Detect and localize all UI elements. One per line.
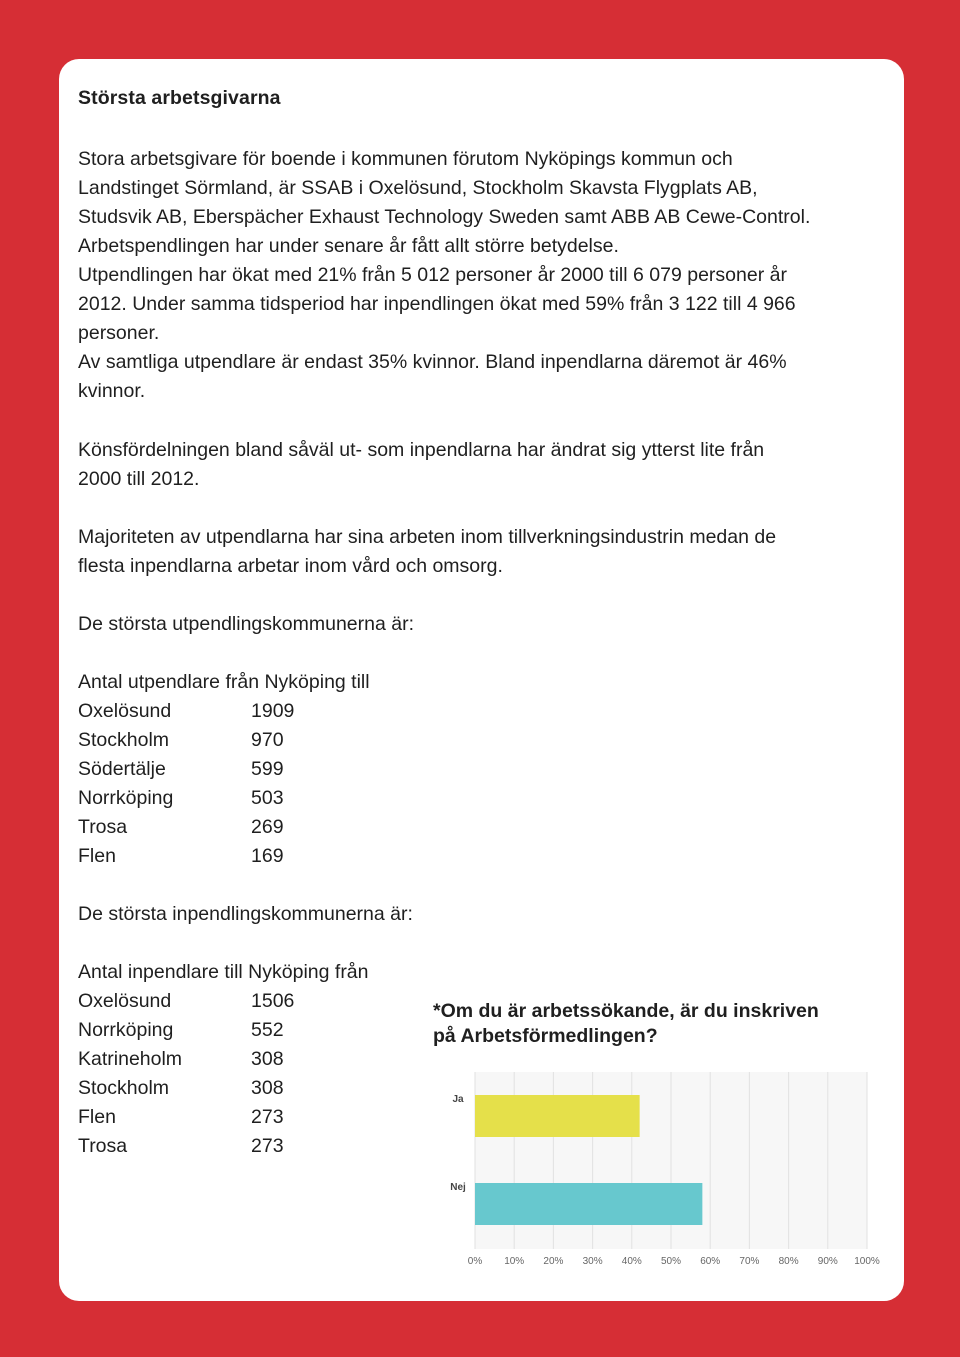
- row-value: 269: [251, 816, 284, 838]
- row-name: Oxelösund: [78, 700, 172, 722]
- row-name: Trosa: [78, 1135, 128, 1157]
- row-name: Norrköping: [78, 1019, 174, 1041]
- row-name: Södertälje: [78, 758, 166, 780]
- survey-chart: [423, 1064, 880, 1281]
- row-name: Katrineholm: [78, 1048, 183, 1070]
- row-value: 308: [251, 1077, 284, 1099]
- x-tick-label: 100%: [854, 1256, 880, 1267]
- text-line: personer.: [78, 322, 160, 344]
- survey-question: [433, 999, 873, 1049]
- paragraph-employers: [78, 145, 868, 406]
- category-label: Ja: [452, 1094, 464, 1105]
- paragraph-industries: [78, 523, 868, 581]
- text-line: Arbetspendlingen har under senare år fått allt större betydelse.: [78, 235, 619, 257]
- x-tick-label: 10%: [504, 1256, 525, 1267]
- paragraph-out-intro: [78, 610, 868, 639]
- row-value: 1506: [251, 990, 295, 1012]
- row-name: Flen: [78, 845, 116, 867]
- category-label: Nej: [450, 1182, 466, 1193]
- survey-bar-chart: [423, 1064, 880, 1276]
- row-value: 970: [251, 729, 284, 751]
- page-card: Största arbetsgivarna Stora arbetsgivare för boende i kommunen förutom Nyköpings kommun och Landstinget Sörmland, är SSAB i Oxelösund, Stockholm Skavsta Flygplats AB, Studsvik AB, Eberspächer Exhaust Technology Sweden samt ABB AB Cewe-Control. Arbetspendlingen har under senare år fått allt större betydelse. Utpendlingen har ökat med 21% från 5 012 personer år 2000 till 6 079 personer år 2012. Under samma tidsperiod har inpendlingen ökat med 59% från 3 122 till 4 966 personer. Av samtliga utpendlare är endast 35% kvinnor. Bland inpendlarna däremot är 46% kvinnor. Könsfördelningen bland såväl ut- som inpendlarna har ändrat sig ytterst lite från 2000 till 2012. Majoriteten av utpendlarna har sina arbeten inom tillverkningsindustrin medan de flesta inpendlarna arbetar inom vård och omsorg. De största utpendlingskommunerna är: Antal utpendlare från Nyköping till Oxelösund 1909 Stockholm 970 Södertälje 599 Norrköping 503 Trosa 269 Flen 169 De största inpendlingskommunerna är: Antal inpendlare till Nyköping från Oxelösund 1506 Norrköping 552 Katrineholm 308 Stockholm 308 Flen 273 Trosa 273 *Om du är arbetssökande, är du inskriven på Arbetsförmedlingen? 0% 10% 20% 30% 40% 50% 60% 70% 80% 90% 100% Ja Nej: [59, 59, 904, 1301]
- row-value: 1909: [251, 700, 295, 722]
- row-value: 169: [251, 845, 284, 867]
- text-line: Studsvik AB, Eberspächer Exhaust Technology Sweden samt ABB AB Cewe-Control.: [78, 206, 811, 228]
- x-tick-label: 90%: [817, 1256, 838, 1267]
- x-tick-label: 20%: [543, 1256, 564, 1267]
- text-line: Könsfördelningen bland såväl ut- som inpendlarna har ändrat sig ytterst lite från: [78, 439, 765, 461]
- text-line: De största utpendlingskommunerna är:: [78, 613, 415, 635]
- text-line: De största inpendlingskommunerna är:: [78, 903, 413, 925]
- text-line: *Om du är arbetssökande, är du inskriven: [433, 1000, 819, 1022]
- row-name: Stockholm: [78, 729, 170, 751]
- x-tick-label: 60%: [700, 1256, 721, 1267]
- text-line: 2000 till 2012.: [78, 468, 200, 490]
- row-name: Stockholm: [78, 1077, 170, 1099]
- x-tick-label: 70%: [739, 1256, 760, 1267]
- row-name: Flen: [78, 1106, 116, 1128]
- text-line: kvinnor.: [78, 380, 146, 402]
- row-name: Oxelösund: [78, 990, 172, 1012]
- paragraph-gender: [78, 436, 868, 494]
- row-name: Trosa: [78, 816, 128, 838]
- x-tick-label: 0%: [467, 1256, 483, 1267]
- row-value: 273: [251, 1106, 284, 1128]
- page-title: Största arbetsgivarna: [78, 87, 281, 109]
- row-value: 552: [251, 1019, 284, 1041]
- row-value: 503: [251, 787, 284, 809]
- text-line: Majoriteten av utpendlarna har sina arbeten inom tillverkningsindustrin medan de: [78, 526, 777, 548]
- x-tick-label: 30%: [582, 1256, 603, 1267]
- text-line: flesta inpendlarna arbetar inom vård och omsorg.: [78, 555, 503, 577]
- text-line: Landstinget Sörmland, är SSAB i Oxelösund, Stockholm Skavsta Flygplats AB,: [78, 177, 758, 199]
- x-tick-label: 50%: [660, 1256, 682, 1267]
- text-line: på Arbetsförmedlingen?: [433, 1025, 658, 1047]
- x-tick-label: 40%: [621, 1256, 642, 1267]
- row-name: Norrköping: [78, 787, 174, 809]
- text-line: Stora arbetsgivare för boende i kommunen förutom Nyköpings kommun och: [78, 148, 733, 170]
- x-tick-label: 80%: [778, 1256, 799, 1267]
- text-line: Av samtliga utpendlare är endast 35% kvinnor. Bland inpendlarna däremot är 46%: [78, 351, 787, 373]
- row-value: 599: [251, 758, 284, 780]
- row-value: 273: [251, 1135, 284, 1157]
- text-line: 2012. Under samma tidsperiod har inpendlingen ökat med 59% från 3 122 till 4 966: [78, 293, 796, 315]
- paragraph-in-intro: [78, 900, 868, 929]
- bar-nej: [475, 1183, 702, 1225]
- bar-ja: [475, 1095, 640, 1137]
- row-value: 308: [251, 1048, 284, 1070]
- text-line: Utpendlingen har ökat med 21% från 5 012 personer år 2000 till 6 079 personer år: [78, 264, 787, 286]
